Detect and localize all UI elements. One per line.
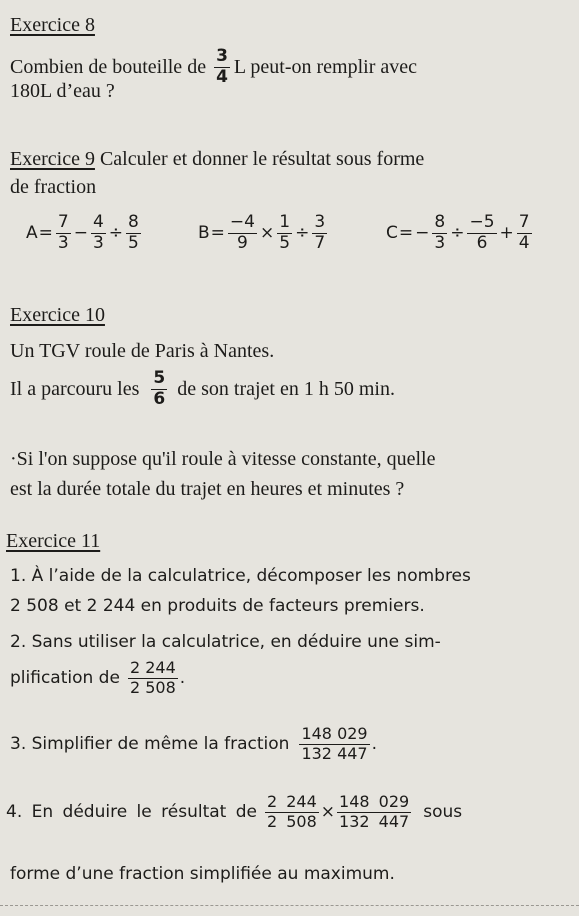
- frac-den: 2 508: [266, 811, 317, 831]
- ex10-line2: [10, 370, 395, 409]
- period: .: [179, 668, 186, 689]
- ex10-line1: Un TGV roule de Paris à Nantes.: [10, 340, 275, 362]
- ex11-title: Exercice 11: [6, 530, 101, 552]
- frac-den: 9: [237, 232, 248, 253]
- ex11-text-post: sous: [423, 802, 463, 823]
- frac-num: 148 029: [301, 724, 368, 743]
- expr-c-label: C: [386, 223, 398, 244]
- operator: ×: [320, 802, 336, 823]
- frac-den: 3: [434, 232, 446, 253]
- frac-num: 7: [518, 212, 530, 232]
- ex9-intro: Calculer et donner le résultat sous forme: [99, 148, 425, 170]
- frac-den: 5: [128, 232, 139, 253]
- ex8-frac-num: 3: [216, 46, 228, 66]
- ex10-frac-num: 5: [153, 368, 166, 388]
- ex8-question-line2: 180L d’eau ?: [10, 80, 115, 102]
- ex11-text: 4. En déduire le résultat de: [6, 802, 257, 823]
- ex11-q2-line1: 2. Sans utiliser la calculatrice, en déduire une sim-: [10, 632, 441, 652]
- operator: ÷: [450, 223, 465, 244]
- fraction: [277, 214, 292, 253]
- frac-num: −4: [229, 212, 255, 232]
- ex11-q2-fraction: [128, 660, 178, 697]
- ex10-text-post: de son trajet en 1 h 50 min.: [177, 377, 395, 400]
- operator: ÷: [108, 223, 124, 244]
- frac-den: 3: [57, 232, 69, 253]
- ex11-q3-fraction: [299, 726, 369, 763]
- ex11-text: 3. Simplifier de même la fraction: [10, 734, 290, 755]
- ex9-expression-b: [198, 214, 329, 253]
- ex11-q1-line2: 2 508 et 2 244 en produits de facteurs premiers.: [10, 596, 425, 616]
- fraction: [432, 214, 447, 253]
- ex8-title: Exercice 8: [10, 14, 95, 36]
- frac-num: 3: [314, 212, 326, 232]
- frac-den: 2 508: [129, 677, 176, 697]
- fraction: [467, 214, 496, 253]
- frac-den: 5: [279, 232, 291, 253]
- frac-num: 2 244: [129, 658, 176, 677]
- frac-den: 132 447: [301, 743, 368, 763]
- ex10-frac-den: 6: [153, 388, 166, 409]
- frac-den: 132 447: [339, 811, 410, 831]
- ex11-q4-fraction-2: [337, 794, 411, 831]
- ex8-text-post: L peut-on remplir avec: [233, 55, 417, 78]
- frac-den: 7: [314, 232, 326, 253]
- ex11-q4-line2: forme d’une fraction simplifiée au maximum.: [10, 864, 395, 884]
- ex11-q1-line1: 1. À l’aide de la calculatrice, décomposer les nombres: [10, 566, 471, 586]
- ex11-q3: [10, 726, 377, 763]
- ex11-q4-line1: [6, 794, 462, 831]
- operator: ÷: [295, 223, 310, 244]
- ex11-q4-fraction-1: [265, 794, 319, 831]
- expr-a-label: A: [26, 223, 38, 244]
- ex10-title: Exercice 10: [10, 304, 105, 326]
- minus-sign: −: [415, 223, 430, 244]
- equals-sign: =: [38, 223, 53, 244]
- ex9-expression-c: [386, 214, 534, 253]
- period: .: [371, 734, 378, 755]
- frac-num: 2 244: [266, 792, 317, 811]
- ex10-line3: ·Si l'on suppose qu'il roule à vitesse constante, quelle: [10, 448, 436, 470]
- ex11-text: plification de: [10, 668, 120, 689]
- frac-den: 3: [92, 232, 104, 253]
- fraction: [228, 214, 257, 253]
- fraction: [56, 214, 71, 253]
- ex8-fraction: [214, 48, 230, 87]
- fraction: [126, 214, 141, 253]
- frac-num: 8: [434, 212, 446, 232]
- frac-num: 1: [279, 212, 291, 232]
- operator: ×: [259, 223, 275, 244]
- frac-num: −5: [469, 212, 495, 232]
- ex10-text: Il a parcouru les: [10, 377, 140, 400]
- frac-den: 6: [476, 232, 488, 253]
- expr-b-label: B: [198, 223, 210, 244]
- frac-den: 4: [518, 232, 530, 253]
- ex9-intro-line1: [10, 148, 424, 171]
- frac-num: 7: [57, 212, 69, 232]
- ex10-fraction: [151, 370, 167, 409]
- fraction: [517, 214, 532, 253]
- equals-sign: =: [398, 223, 414, 244]
- equals-sign: =: [210, 223, 225, 244]
- ex11-q2-line2: [10, 660, 185, 697]
- ex8-frac-den: 4: [216, 66, 228, 87]
- operator: +: [499, 223, 514, 244]
- fraction: [312, 214, 327, 253]
- frac-num: 4: [92, 212, 104, 232]
- fraction: [91, 214, 106, 253]
- ex10-line4: est la durée totale du trajet en heures et minutes ?: [10, 478, 405, 500]
- frac-num: 148 029: [339, 792, 410, 811]
- operator: −: [73, 223, 88, 244]
- ex9-expression-a: [26, 214, 143, 253]
- ex9-title: Exercice 9: [10, 148, 95, 170]
- frac-num: 8: [128, 212, 139, 232]
- ex9-intro-line2: de fraction: [10, 176, 97, 198]
- dashed-divider: [0, 905, 579, 906]
- ex8-text: Combien de bouteille de: [10, 55, 207, 78]
